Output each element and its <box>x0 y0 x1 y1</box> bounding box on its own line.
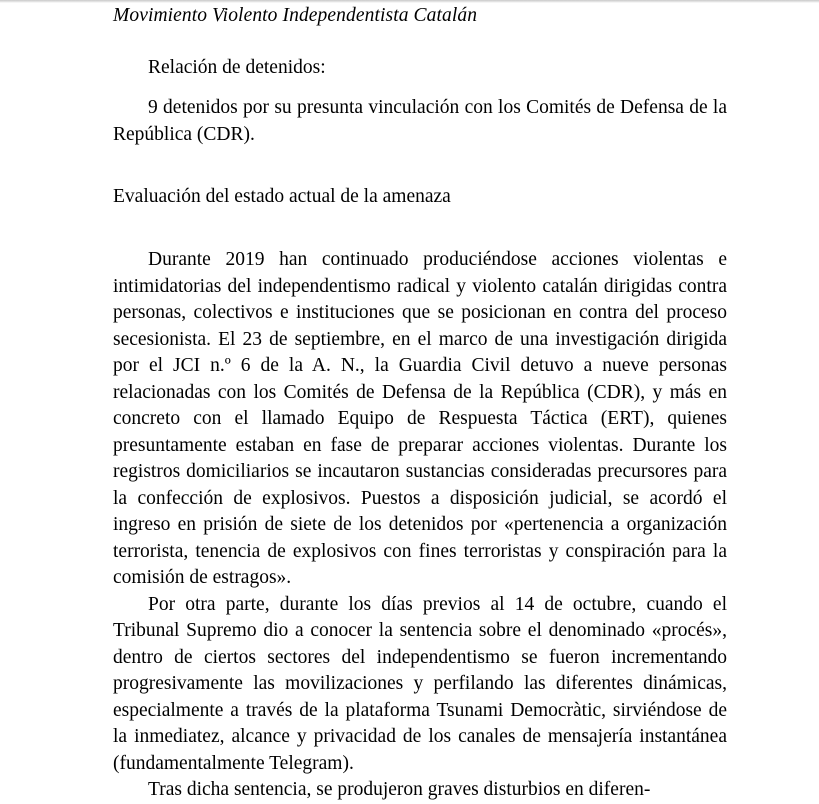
section-title: Movimiento Violento Independentista Catalán <box>113 5 478 26</box>
paragraph-disturbios-clipped: Tras dicha sentencia, se produjeron graves disturbios en diferen- <box>148 779 651 800</box>
paragraph-operation-cdr: Durante 2019 han continuado produciéndose acciones violentas e intimidatorias del independentismo radical y violento catalán dirigidas contra personas, colectivos e instituciones que se posicionan en contra del proceso secesionista. El 23 de septiembre, en el marco de una investigación dirigida por el JCI n.º 6 de la A. N., la Guardia Civil detuvo a nueve personas relacionadas con los Comités de Defensa de la República (CDR), y más en concreto con el llamado Equipo de Respuesta Táctica (ERT), quienes presuntamente estaban en fase de preparar acciones violentas. Durante los registros domiciliarios se incautaron sustancias consideradas precursores para la confección de explosivos. Puestos a disposición judicial, se acordó el ingreso en prisión de siete de los detenidos por «pertenencia a organización terrorista, tenencia de explosivos con fines terroristas y conspiración para la comisión de estragos». <box>113 249 727 588</box>
assessment-body <box>113 210 727 804</box>
assessment-heading: Evaluación del estado actual de la amenaza <box>113 186 451 207</box>
document-text-column <box>113 0 727 804</box>
detainees-paragraph: 9 detenidos por su presunta vinculación con los Comités de Defensa de la República (CDR). <box>113 97 727 145</box>
paragraph-tsunami-democratic: Por otra parte, durante los días previos al 14 de octubre, cuando el Tribunal Supremo dio a conocer la sentencia sobre el denominado «procés», dentro de ciertos sectores del independentismo se fueron incrementando progresivamente las movilizaciones y perfilando las diferentes dinámicas, especialmente a través de la plataforma Tsunami Democràtic, sirviéndose de la inmediatez, alcance y privacidad de los canales de mensajería instantánea (fundamentalmente Telegram). <box>113 593 727 774</box>
detainees-label: Relación de detenidos: <box>148 57 326 78</box>
